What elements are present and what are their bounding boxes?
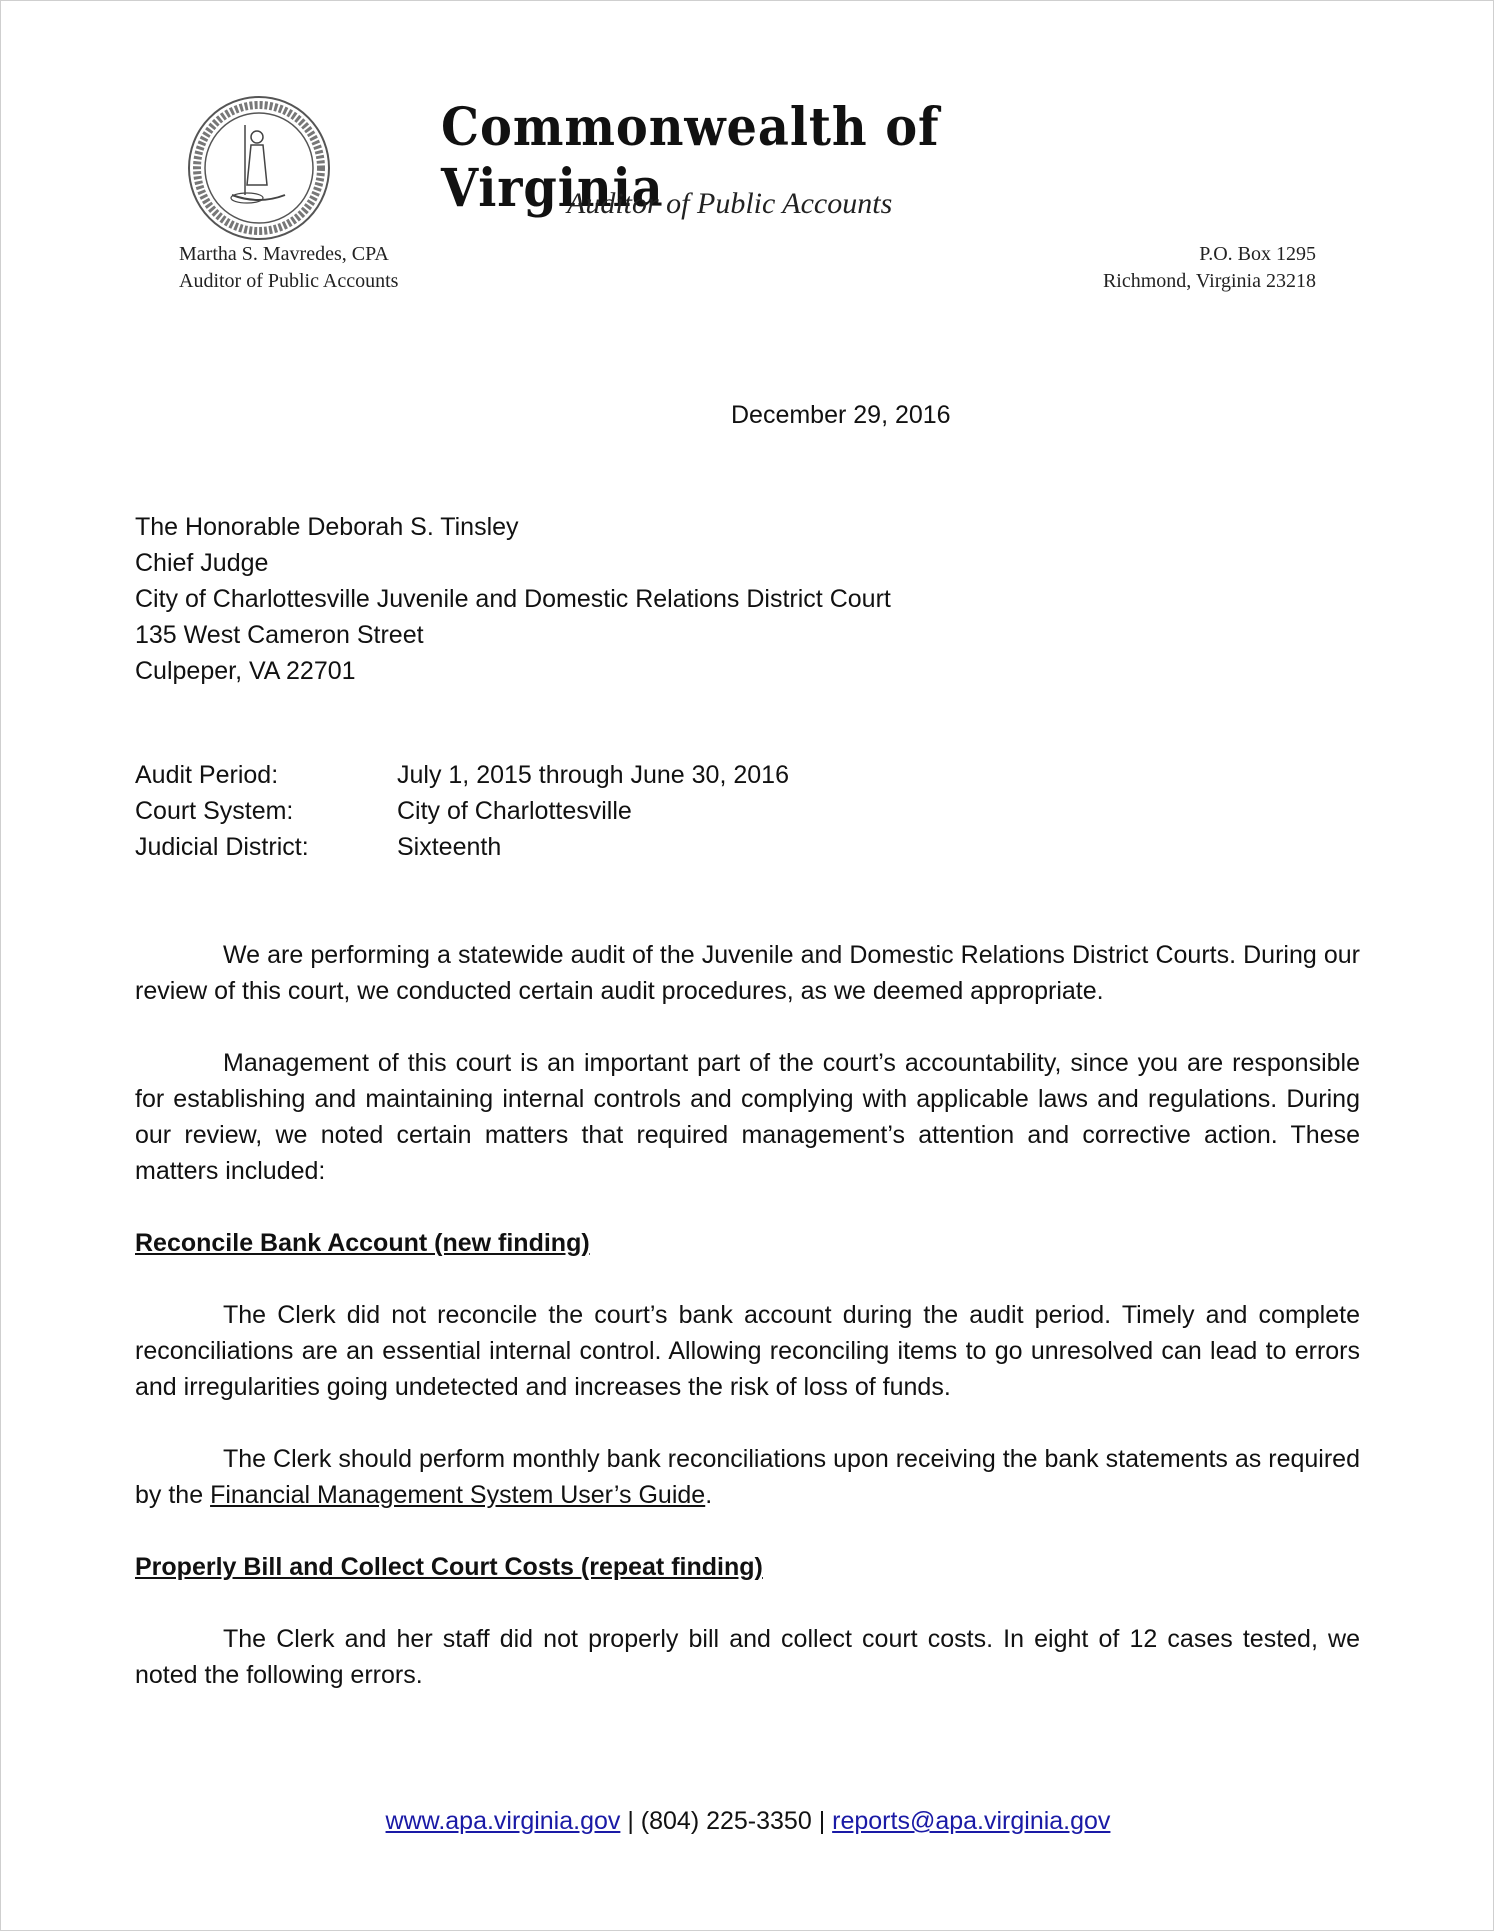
recommendation-text: The Clerk should perform monthly bank reconciliations upon receiving the bank statements as required by the bbox=[135, 1445, 1360, 1509]
recipient-address bbox=[135, 509, 891, 689]
finding-heading-reconcile: Reconcile Bank Account (new finding) bbox=[135, 1229, 590, 1257]
audit-info bbox=[135, 757, 789, 865]
management-paragraph: Management of this court is an important part of the court’s accountability, since you are responsible for establishing and maintaining internal controls and complying with applicable laws and regulations. During our review, we noted certain matters that required management’s attention and corrective action. These matters included: bbox=[135, 1049, 1360, 1185]
letter-date: December 29, 2016 bbox=[731, 401, 951, 429]
letter-body bbox=[135, 937, 1360, 1729]
city-state-zip: Richmond, Virginia 23218 bbox=[1102, 270, 1316, 292]
judicial-district-row bbox=[135, 829, 789, 865]
recommendation-end: . bbox=[705, 1481, 713, 1509]
reconcile-recommendation-paragraph bbox=[135, 1441, 1360, 1513]
virginia-state-seal-icon bbox=[187, 95, 331, 241]
po-box: P.O. Box 1295 bbox=[1199, 243, 1316, 265]
phone-number: (804) 225-3350 bbox=[640, 1807, 812, 1835]
court-system-value: City of Charlottesville bbox=[397, 797, 632, 825]
letterhead-subtitle: Auditor of Public Accounts bbox=[567, 187, 893, 220]
footer-separator: | bbox=[811, 1807, 833, 1835]
judicial-district-label: Judicial District: bbox=[135, 833, 309, 861]
mailing-address-block bbox=[1103, 241, 1316, 295]
auditor-title: Auditor of Public Accounts bbox=[179, 270, 399, 292]
reconcile-finding-paragraph: The Clerk did not reconcile the court’s bank account during the audit period. Timely and complete reconciliations are an essential internal control. Allowing reconciling items to go unresolved can lead to errors and irregularities going undetected and increases the risk of loss of funds. bbox=[135, 1301, 1360, 1401]
recipient-name: The Honorable Deborah S. Tinsley bbox=[135, 513, 519, 541]
court-costs-paragraph: The Clerk and her staff did not properly bill and collect court costs. In eight of 12 cases tested, we noted the following errors. bbox=[135, 1625, 1360, 1689]
letterhead-title: Commonwealth of Virginia bbox=[441, 97, 940, 219]
recipient-street: 135 West Cameron Street bbox=[135, 621, 424, 649]
court-system-label: Court System: bbox=[135, 797, 294, 825]
recipient-court: City of Charlottesville Juvenile and Domestic Relations District Court bbox=[135, 585, 891, 613]
audit-period-row bbox=[135, 757, 789, 793]
intro-paragraph: We are performing a statewide audit of the Juvenile and Domestic Relations District Courts. During our review of this court, we conducted certain audit procedures, as we deemed appropriate. bbox=[135, 941, 1360, 1005]
recipient-title: Chief Judge bbox=[135, 549, 269, 577]
audit-period-value: July 1, 2015 through June 30, 2016 bbox=[397, 761, 789, 789]
judicial-district-value: Sixteenth bbox=[397, 833, 502, 861]
user-guide-link[interactable]: Financial Management System User’s Guide bbox=[210, 1481, 706, 1509]
footer-separator: | bbox=[620, 1807, 641, 1835]
website-link[interactable]: www.apa.virginia.gov bbox=[385, 1807, 621, 1835]
court-system-row bbox=[135, 793, 789, 829]
auditor-name-block bbox=[179, 241, 398, 295]
audit-period-label: Audit Period: bbox=[135, 761, 279, 789]
email-link[interactable]: reports@apa.virginia.gov bbox=[832, 1807, 1111, 1835]
auditor-name: Martha S. Mavredes, CPA bbox=[179, 243, 389, 265]
finding-heading-court-costs: Properly Bill and Collect Court Costs (repeat finding) bbox=[135, 1553, 763, 1581]
recipient-city: Culpeper, VA 22701 bbox=[135, 657, 356, 685]
footer bbox=[1, 1807, 1494, 1836]
